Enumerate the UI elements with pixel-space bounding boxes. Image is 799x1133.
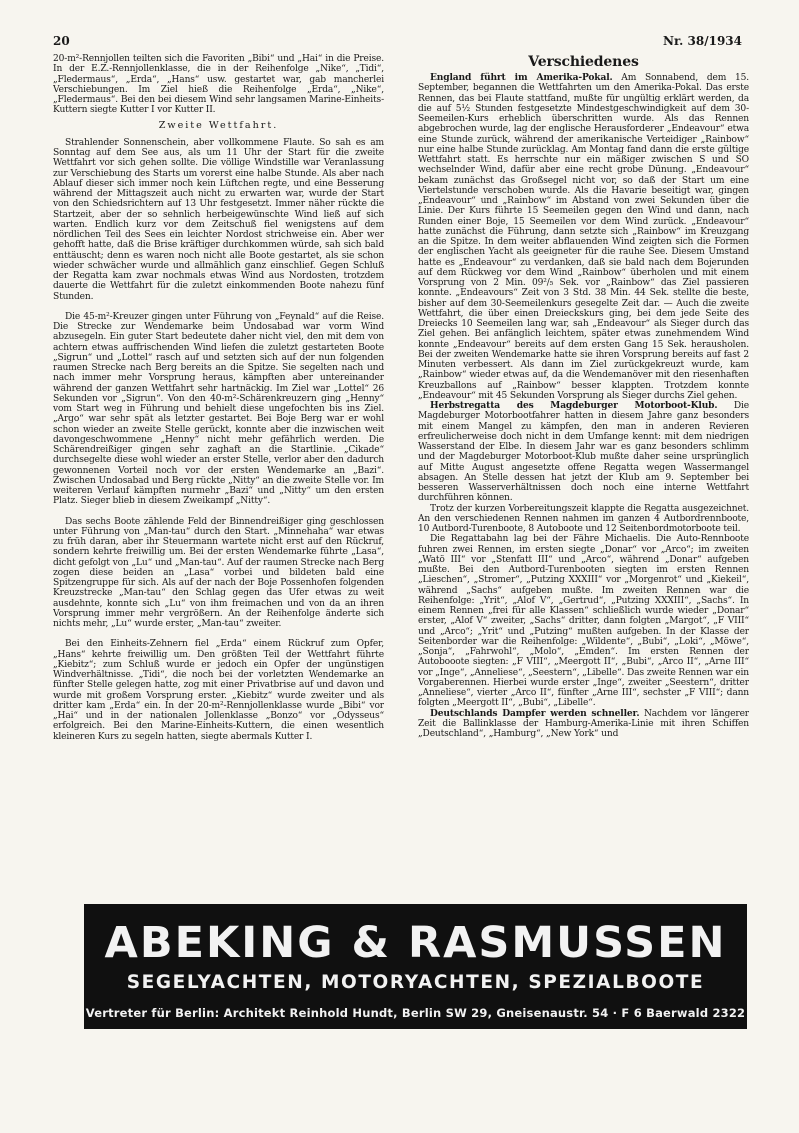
paragraph-first-race-results: 20-m²-Rennjollen teilten sich die Favoriten „Bibi“ und „Hai“ in die Preise. In der E.Z.-Rennjollenklasse, die in der Reihenfolge „Nike“, „Tidi“, „Fledermaus“, „Erda“, „Hans“ usw. gestartet war, gab mancherlei Verschiebungen. Im Ziel hieß die Reihenfolge „Erda“, „Nike“, „Fledermaus“. Bei den bei diesem Wind sehr langsamen Marine-Einheits-Kuttern siegte Kutter I vor Kutter II. — [53, 54, 384, 116]
article-americas-cup — [418, 73, 749, 401]
section-title: Verschiedenes — [528, 54, 639, 70]
article-magdeburg-heading: Herbstregatta des Magdeburger Motorboot-Klub. — [430, 400, 718, 411]
paragraph-binnendreissiger: Das sechs Boote zählende Feld der Binnendreißiger ging geschlossen unter Führung von „Man-tau“ durch den Start. „Minnehaha“ war etwas zu früh daran, aber ihr Steuermann wartete nicht erst auf den Rückruf, sondern kehrte freiwillig um. Bei der ersten Wendemarke führte „Lasa“, dicht gefolgt von „Lu“ und „Man-tau“. Auf der raumen Strecke nach Berg zogen diese beiden an „Lasa“ vorbei und bildeten bald eine Spitzengruppe für sich. Als auf der nach der Boje Possenhofen folgenden Kreuzstrecke „Man-tau“ den Schlag gegen das Ufer etwas zu weit ausdehnte, konnte sich „Lu“ von ihm freimachen und von da an ihren Vorsprung immer mehr vergrößern. An der Reihenfolge änderte sich nichts mehr, „Lu“ wurde erster, „Man-tau“ zweiter. — [53, 516, 384, 629]
subheading-second-race: Zweite Wettfahrt. — [158, 119, 279, 131]
article-magdeburg-text: Die Magdeburger Motorbootfahrer hatten in diesem Jahre ganz besonders mit einem Mangel zu kämpfen, den man in anderen Revieren erfreulicherweise doch nicht in dem Umfange kennt: mit dem niedrigen Wasserstand der Elbe. In diesem Jahr war es ganz besonders schlimm und der Magdeburger Motorboot-Klub mußte daher seine ursprünglich auf Mitte August angesetzte offene Regatta wegen Wassermangel absagen. An Stelle dessen hat jetzt der Klub am 9. September bei besseren Wasserverhältnissen doch noch eine interne Wettfahrt durchführen können. — [418, 401, 749, 504]
article-steamers — [418, 709, 749, 740]
article-magdeburg-paragraph-2: Trotz der kurzen Vorbereitungszeit klappte die Regatta ausgezeichnet. An den verschiedenen Rennen nahmen im ganzen 4 Autbordrennboote, 10 Autbord-Turenboote, 8 Autoboote und 12 Seitenbordmotorboote teil. — [418, 503, 749, 534]
paragraph-cruisers: Die 45-m²-Kreuzer gingen unter Führung von „Feynald“ auf die Reise. Die Strecke zur Wendemarke beim Undosabad war vorm Wind abzusegeln. Ein guter Start bedeutete daher nicht viel, den mit dem von achtern etwas auffrischenden Wind liefen die zuletzt gestarteten Boote „Sigrun“ und „Lottel“ rasch auf und setzten sich auf der nun folgenden raumen Strecke nach Berg bereits an die Spitze. Sie segelten nach und nach immer mehr Vorsprung heraus, kämpften aber untereinander während der ganzen Wettfahrt sehr hartnäckig. Im Ziel war „Lottel“ 26 Sekunden vor „Sigrun“. Von den 40-m²-Schärenkreuzern ging „Henny“ vom Start weg in Führung und behielt diese ungefochten bis ins Ziel. „Argo“ war sehr spät als letzter gestartet. Bei Boje Berg war er wohl schon wieder an zweite Stelle gerückt, konnte aber die inzwischen weit davongeschwommene „Henny“ nicht mehr gefährlich werden. Die Schärendreißiger gingen sehr zaghaft an die Startlinie. „Cikade“ durchsegelte diese wohl wieder an erster Stelle, verlor aber den dadurch gewonnenen Vorteil noch vor der ersten Wendemarke an „Bazi“. Zwischen Undosabad und Berg rückte „Nitty“ an die zweite Stelle vor. Im weiteren Verlauf kämpften nurmehr „Bazi“ und „Nitty“ um den ersten Platz. Sieger blieb in diesem Zweikampf „Nitty“. — [53, 311, 384, 507]
paragraph-calm-weather: Strahlender Sonnenschein, aber vollkommene Flaute. So sah es am Sonntag auf dem See aus, als um 11 Uhr der Start für die zweite Wettfahrt vor sich gehen sollte. Die völlige Windstille war Veranlassung zur Verschiebung des Starts um vorerst eine halbe Stunde. Als aber nach Ablauf dieser sich immer noch kein Lüftchen regte, und eine Besserung während der Mittagszeit auch nicht zu erwarten war, wurde der Start von den Schiedsrichtern auf 13 Uhr festgesetzt. Immer näher rückte die Startzeit, aber der so sehnlich herbeigewünschte Wind ließ auf sich warten. Endlich kurz vor dem Zeitschuß fiel wenigstens auf dem nördlichen Teil des Sees ein leichter Nordost strichweise ein. Aber wer gehofft hatte, daß die Brise kräftiger durchkommen würde, sah sich bald enttäuscht; denn es waren noch nicht alle Boote gestartet, als sie schon wieder schwächer wurde und allmählich ganz einschlief. Gegen Schluß der Regatta kam zwar nochmals etwas Wind aus Nordosten, trotzdem dauerte die Wettfahrt für die zuletzt einkommenden Boote nahezu fünf Stunden. — [53, 137, 384, 302]
issue-number: Nr. 38/1934 — [662, 34, 742, 48]
article-magdeburg-regatta — [418, 401, 749, 504]
article-magdeburg-paragraph-3: Die Regattabahn lag bei der Fähre Michaelis. Die Auto-Rennboote fuhren zwei Rennen, im ersten siegte „Donar“ vor „Arco“; im zweiten „Watö III“ vor „Stenfatt III“ und „Arco“, während „Donar“ aufgeben mußte. Bei den Autbord-Turenbooten siegten im ersten Rennen „Lieschen“, „Stromer“, „Putzing XXXIII“ vor „Morgenrot“ und „Kiekeil“, während „Sachs“ aufgeben mußte. Im zweiten Rennen war die Reihenfolge: „Yrit“, „Alof V“, „Gertrud“, „Putzing XXXIII“, „Sachs“. In einem Rennen „frei für alle Klassen“ schließlich wurde wieder „Donar“ erster, „Alof V“ zweiter, „Sachs“ dritter, dann folgten „Margot“, „F VIII“ und „Arco“; „Yrit“ und „Putzing“ mußten aufgeben. In der Klasse der Seitenborder war die Reihenfolge: „Wildente“, „Bubi“, „Loki“, „Möwe“, „Sonja“, „Fahrwohl“, „Molo“, „Emden“. Im ersten Rennen der Autobooote siegten: „F VIII“, „Meergott II“, „Bubi“, „Arco II“, „Arne III“ vor „Inge“, „Anneliese“, „Seestern“, „Libelle“. Das zweite Rennen war ein Vorgaberennen. Hierbei wurde erster „Inge“, zweiter „Seestern“, dritter „Anneliese“, vierter „Arco II“, fünfter „Arne III“, sechster „F VIII“; dann folgten „Meergott II“, „Bubi“, „Libelle“. — [418, 534, 749, 709]
right-column — [418, 54, 749, 897]
page-number: 20 — [53, 34, 70, 48]
article-americas-cup-text: Am Sonnabend, dem 15. September, begannen die Wettfahrten um den Amerika-Pokal. Das erste Rennen, das bei Flaute stattfand, mußte für ungültig erklärt werden, da die auf 5½ Stunden festgesetzte Mindestgeschwindigkeit auf dem 30-Seemeilen-Kurs erheblich überschritten wurde. Als das Rennen abgebrochen wurde, lag der englische Herausforderer „Endeavour“ etwa eine Stunde zurück, während der amerikanische Verteidiger „Rainbow“ nur eine halbe Stunde zurücklag. Am Montag fand dann die erste gültige Wettfahrt statt. Es herrschte nur ein mäßiger zwischen S und SO wechselnder Wind, dafür aber eine recht grobe Dünung. „Endeavour“ bekam zunächst das Großsegel nicht vor, so daß der Start um eine Viertelstunde verschoben wurde. Als die Havarie beseitigt war, gingen „Endeavour“ und „Rainbow“ im Abstand von zwei Sekunden über die Linie. Der Kurs führte 15 Seemeilen gegen den Wind und dann, nach Runden einer Boje, 15 Seemeilen vor dem Wind zurück. „Endeavour“ hatte zunächst die Führung, dann setzte sich „Rainbow“ im Kreuzgang an die Spitze. In dem weiter abflauenden Wind zeigten sich die Formen der englischen Yacht als geeigneter für die rauhe See. Diesem Umstand hatte es „Endeavour“ zu verdanken, daß sie bald nach dem Bojerunden auf dem Rückweg vor dem Wind „Rainbow“ überholen und mit einem Vorsprung von 2 Min. 09²/₅ Sek. vor „Rainbow“ das Ziel passieren konnte. „Endeavours“ Zeit von 3 Std. 38 Min. 44 Sek. stellte die beste, bisher auf dem 30-Seemeilenkurs gesegelte Zeit dar. — Auch die zweite Wettfahrt, die über einen Dreieckskurs ging, bei dem jede Seite des Dreiecks 10 Seemeilen lang war, sah „Endeavour“ als Sieger durch das Ziel gehen. Bei anfänglich leichtem, später etwas zunehmendem Wind konnte „Endeavour“ bereits auf dem ersten Gang 15 Sek. herausholen. Bei der zweiten Wendemarke hatte sie ihren Vorsprung bereits auf fast 2 Minuten verbessert. Als dann im Ziel zurückgekreuzt wurde, kam „Rainbow“ wieder etwas auf, da die Wendemanöver mit den riesenhaften Kreuzballons auf „Rainbow“ besser klappten. Trotzdem konnte „Endeavour“ mit 45 Sekunden Vorsprung als Sieger durchs Ziel gehen. — [418, 73, 749, 401]
ad-representative: Vertreter für Berlin: Architekt Reinhold Hundt, Berlin SW 29, Gneisenaustr. 54 · F 6 Baerwald 2322 — [85, 1006, 746, 1020]
article-steamers-text: Nachdem vor längerer Zeit die Ballinklasse der Hamburg-Amerika-Linie mit ihren Schiffen „Deutschland“, „Hamburg“, „New York“ und — [418, 708, 749, 739]
article-americas-cup-heading: England führt im Amerika-Pokal. — [430, 72, 613, 83]
ad-products: SEGELYACHTEN, MOTORYACHTEN, SPEZIALBOOTE — [126, 972, 705, 993]
article-steamers-heading: Deutschlands Dampfer werden schneller. — [430, 707, 640, 719]
ad-company-name: ABEKING & RASMUSSEN — [104, 918, 727, 968]
paragraph-einheits-zehner: Bei den Einheits-Zehnern fiel „Erda“ einem Rückruf zum Opfer, „Hans“ kehrte freiwillig um. Den größten Teil der Wettfahrt führte „Kiebitz“; zum Schluß wurde er jedoch ein Opfer der ungünstigen Windverhältnisse. „Tidi“, die noch bei der vorletzten Wendemarke an fünfter Stelle gelegen hatte, zog mit einer Privatbrise auf und davon und wurde mit großem Vorsprung erster. „Kiebitz“ wurde zweiter und als dritter kam „Erda“ ein. In der 20-m²-Rennjollenklasse wurde „Bibi“ vor „Hai“ und in der nationalen Jollenklasse „Bonzo“ vor „Odysseus“ erfolgreich. Bei den Marine-Einheits-Kuttern, die einen wesentlich kleineren Kurs zu segeln hatten, siegte abermals Kutter I. — [53, 639, 384, 742]
advertisement-banner — [84, 904, 747, 1029]
left-column — [53, 54, 384, 897]
